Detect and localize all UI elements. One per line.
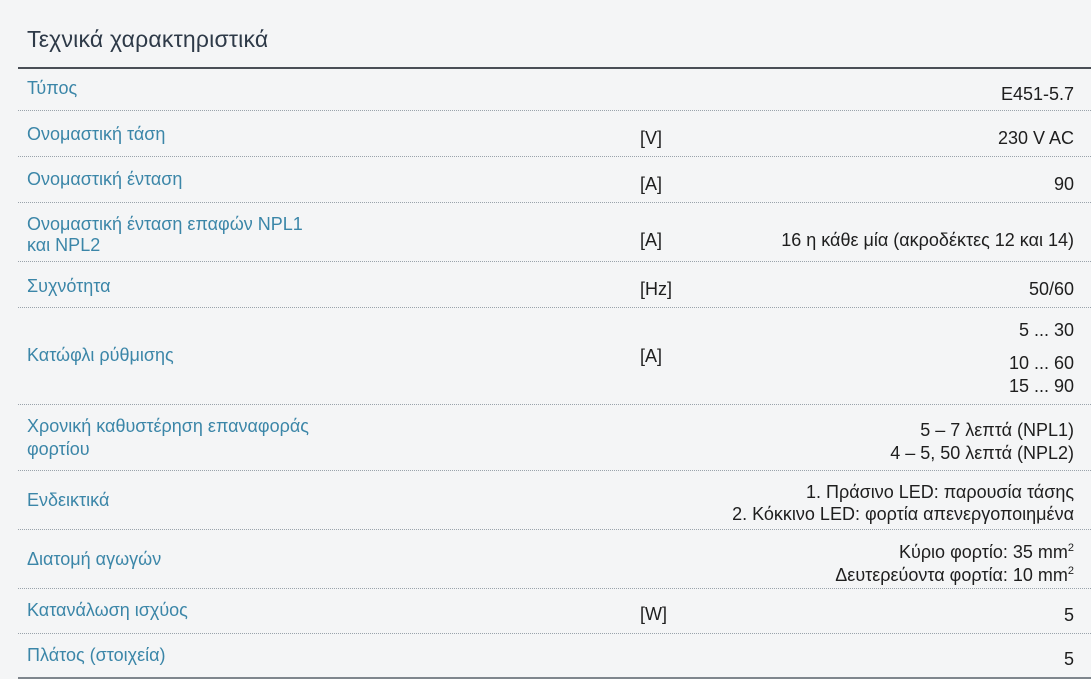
spec-unit: [W] — [640, 604, 667, 624]
spec-unit: [A] — [640, 174, 663, 194]
spec-row-width — [18, 634, 1091, 679]
spec-value — [835, 564, 1074, 586]
section-title: Τεχνικά χαρακτηριστικά — [27, 26, 269, 52]
spec-label — [27, 415, 309, 460]
spec-value: 5 ... 30 — [1018, 320, 1074, 340]
spec-row-rated-voltage — [18, 111, 1091, 157]
spec-value: 10 ... 60 — [1008, 353, 1074, 373]
spec-label: Συχνότητα — [27, 276, 111, 296]
spec-value: 1. Πράσινο LED: παρουσία τάσης — [805, 482, 1074, 502]
spec-label: Διατομή αγωγών — [27, 549, 162, 569]
spec-label-line: Χρονική καθυστέρηση επαναφοράς — [27, 416, 309, 436]
spec-value-text: Δευτερεύοντα φορτία: 10 mm — [835, 565, 1068, 585]
spec-row-indicators — [18, 471, 1091, 530]
spec-label — [27, 213, 303, 256]
spec-label: Πλάτος (στοιχεία) — [27, 645, 166, 665]
spec-label: Κατώφλι ρύθμισης — [27, 345, 174, 365]
spec-value: 16 η κάθε μία (ακροδέκτες 12 και 14) — [781, 230, 1074, 250]
spec-unit: [Hz] — [640, 279, 673, 299]
spec-value — [899, 541, 1074, 563]
spec-row-frequency — [18, 262, 1091, 308]
spec-value: E451-5.7 — [1000, 84, 1074, 104]
spec-label: Τύπος — [27, 78, 78, 98]
spec-unit: [A] — [640, 346, 663, 366]
spec-label-line: και NPL2 — [27, 235, 101, 255]
spec-row-conductor-section — [18, 530, 1091, 589]
specs-table — [18, 69, 1091, 679]
spec-value: 5 – 7 λεπτά (NPL1) — [920, 420, 1074, 440]
superscript: 2 — [1067, 565, 1074, 577]
superscript: 2 — [1067, 542, 1074, 554]
spec-value: 90 — [1053, 174, 1074, 194]
spec-label: Κατανάλωση ισχύος — [27, 600, 188, 620]
spec-value: 5 — [1063, 649, 1074, 669]
spec-unit: [V] — [640, 128, 663, 148]
spec-value: 5 — [1063, 605, 1074, 625]
spec-label: Ονομαστική τάση — [27, 124, 166, 144]
spec-value: 50/60 — [1028, 279, 1074, 299]
spec-label: Ενδεικτικά — [27, 490, 110, 510]
spec-row-contact-current — [18, 203, 1091, 262]
spec-row-reset-delay — [18, 405, 1091, 471]
spec-label: Ονομαστική ένταση — [27, 169, 183, 189]
spec-row-power-consumption — [18, 589, 1091, 634]
spec-value: 2. Κόκκινο LED: φορτία απενεργοποιημένα — [732, 504, 1074, 524]
spec-value: 230 V AC — [997, 128, 1074, 148]
spec-row-threshold — [18, 308, 1091, 405]
spec-value: 15 ... 90 — [1008, 376, 1074, 396]
spec-label-line: φορτίου — [27, 439, 90, 459]
spec-row-type — [18, 69, 1091, 111]
spec-unit: [A] — [640, 230, 663, 250]
spec-value: 4 – 5, 50 λεπτά (NPL2) — [890, 443, 1074, 463]
spec-row-rated-current — [18, 157, 1091, 203]
spec-label-line: Ονομαστική ένταση επαφών NPL1 — [27, 214, 303, 234]
spec-value-text: Κύριο φορτίο: 35 mm — [898, 542, 1068, 562]
